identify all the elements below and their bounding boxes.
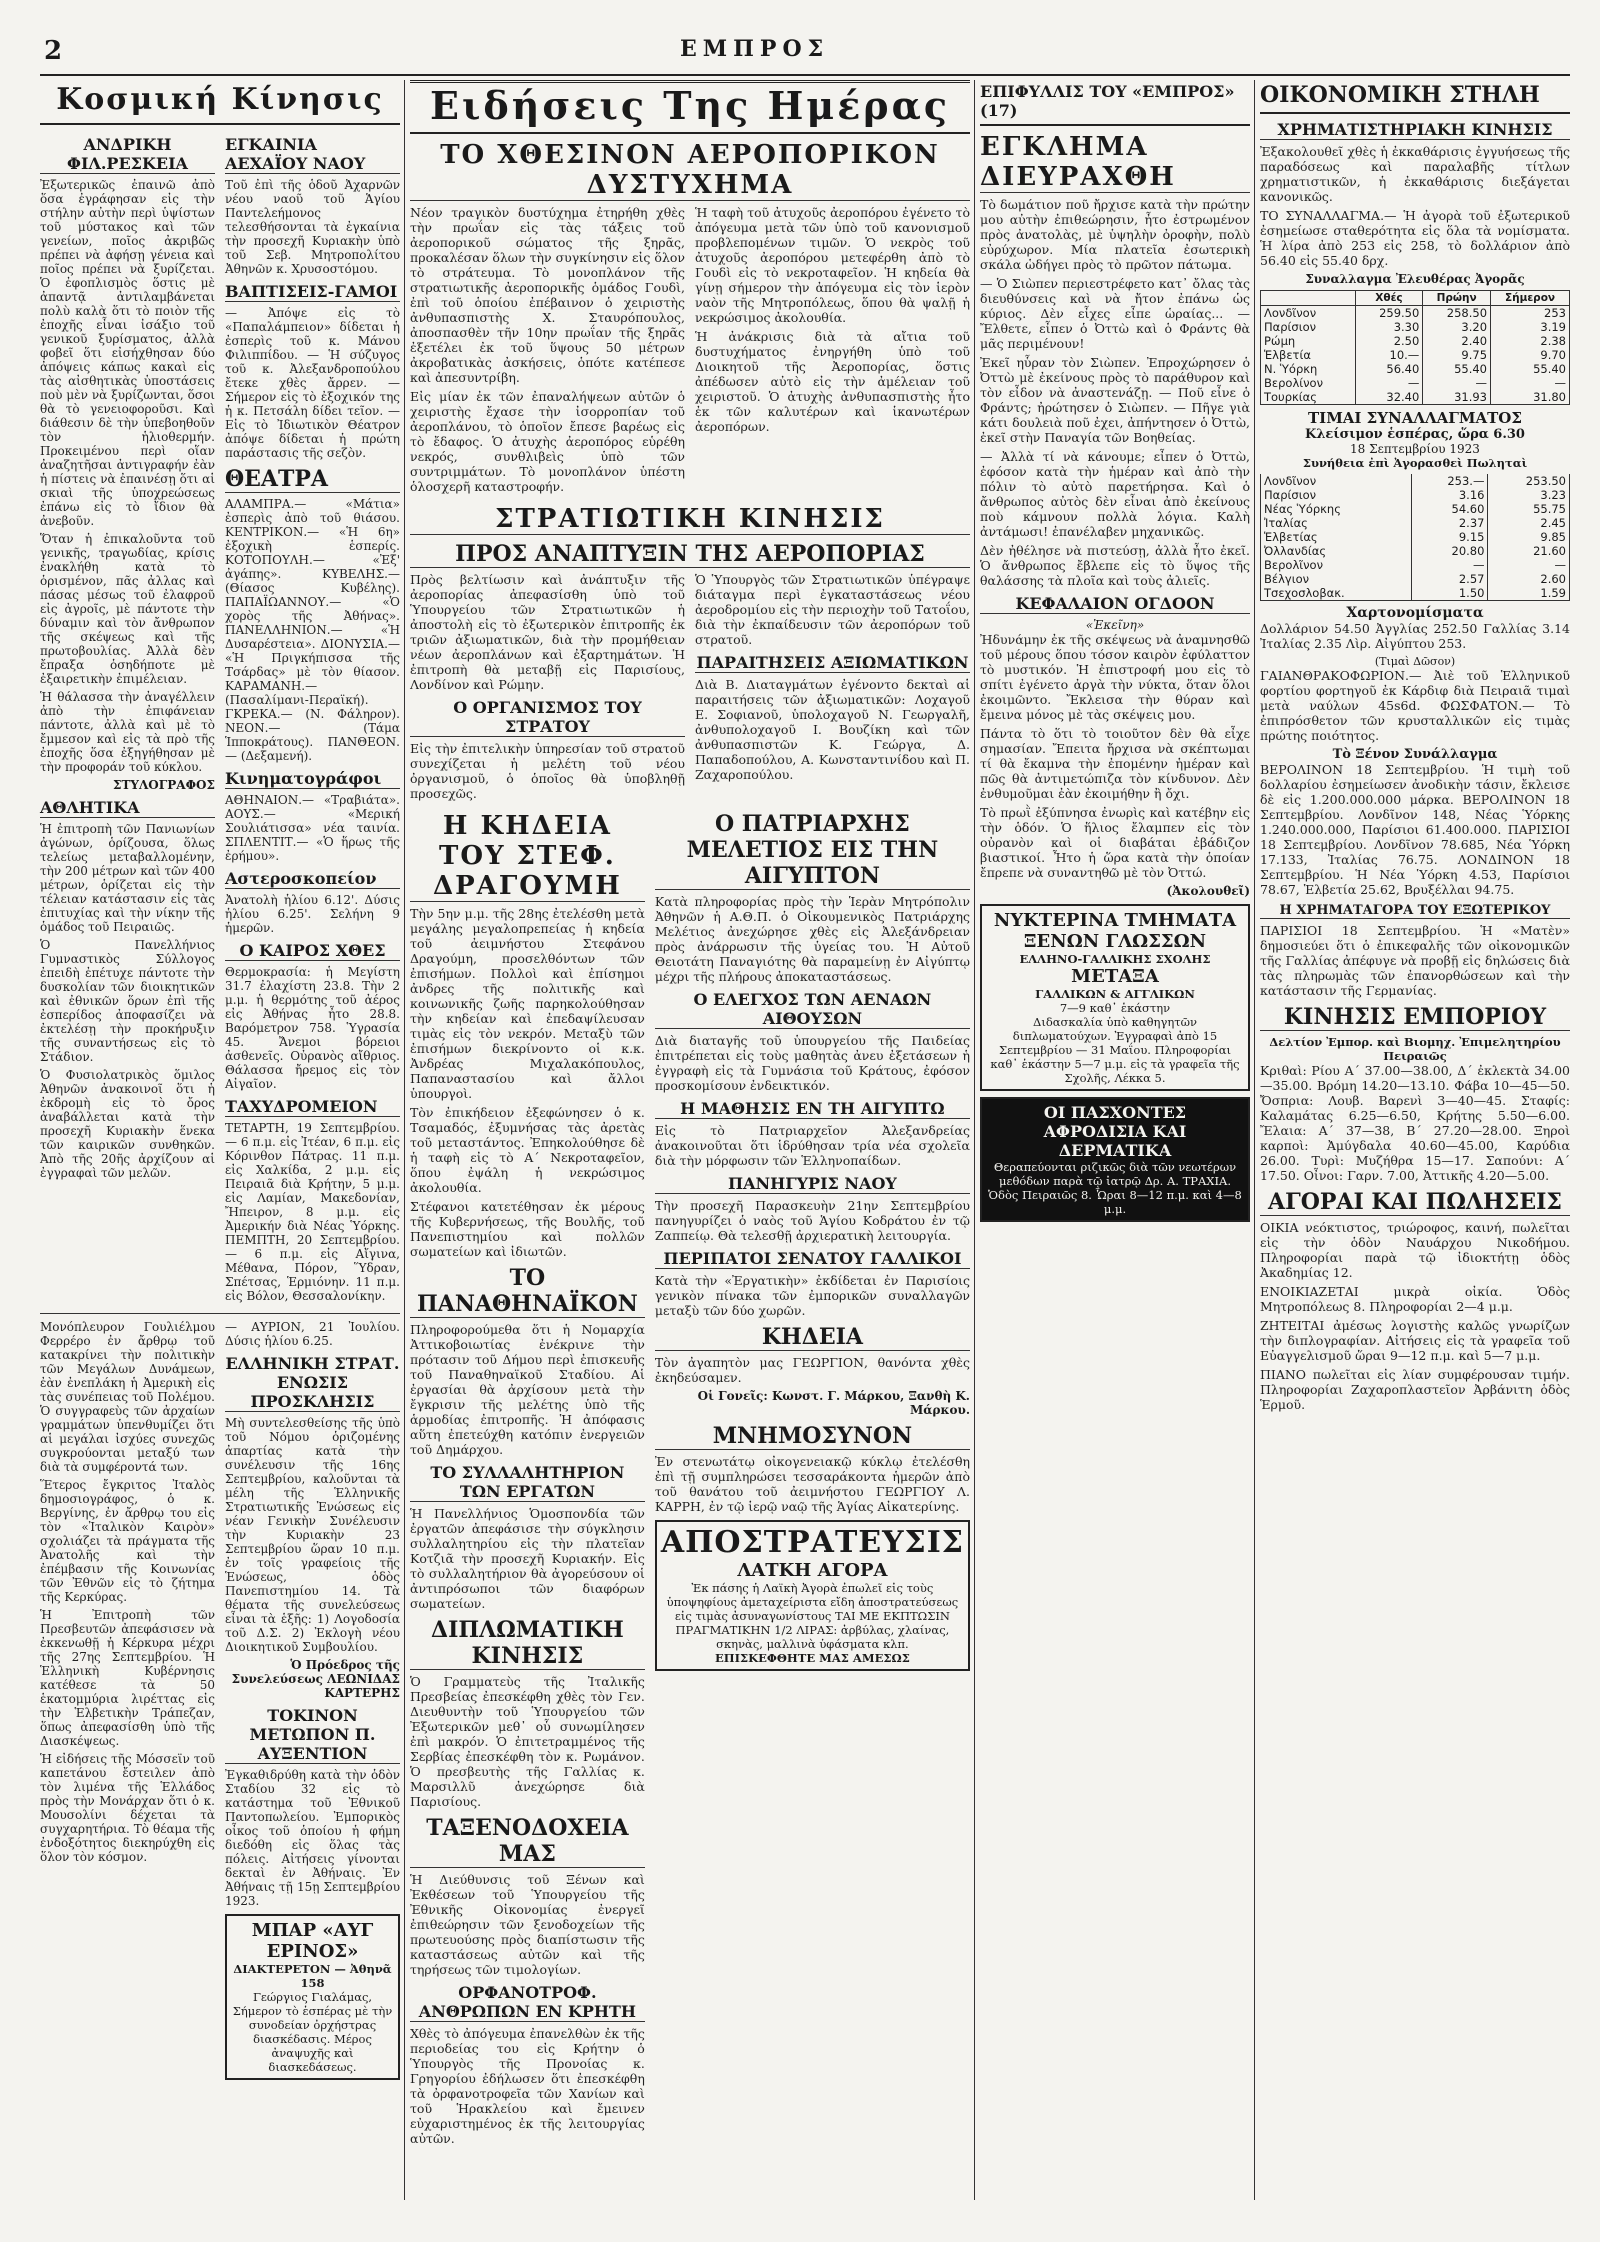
table-cell: 3.19 [1491, 320, 1570, 334]
society-split [40, 129, 400, 1307]
foreign-body: Μονόπλευρον Γουλιέλμου Φερρέρο ἐν ἄρθρῳ τοῦ κατακρίνει τὴν πολιτικὴν τῶν Μεγάλων Δυνάμεων, ἐὰν ἐνεπλάκη ἡ Ἀμερικὴ εἰς τὰς συνέπειας τοῦ Πολέμου. Ὁ συγγραφεὺς τῶν ἀρχαίων γραμμάτων ὑπενθυμίζει ὅτι αἱ μεγάλαι ἰσχύες συνεχῶς συγκρούονται μεταξύ των διὰ τὰ συμφέροντά των. [40, 1320, 215, 1474]
table-cell: — [1488, 558, 1570, 572]
classified-ad: ΖΗΤΕΙΤΑΙ ἀμέσως λογιστὴς καλῶς γνωρίζων τὴν διπλογραφίαν. Αἰτήσεις εἰς τὰ γραφεῖα τοῦ Εὐαγγελισμοῦ ὥραι 9—12 π.μ. καὶ 5—7 μ.μ. [1260, 1318, 1570, 1363]
newspaper-page [40, 30, 1570, 2210]
table-cell: 253.— [1412, 474, 1488, 488]
foreign-exchange-body: ΒΕΡΟΛΙΝΟΝ 18 Σεπτεμβρίου. Ἡ τιμὴ τοῦ δολλαρίου ἐσημείωσεν ἀνοδικὴν τάσιν, ἔκλεισε δὲ εἰς 1.200.000.000 μάρκα. ΒΕΡΟΛΙΝΟΝ 18 Σεπτεμβρίου. Λονδῖνον 148, Νέας Ὑόρκης 1.240.000.000, Παρίσιοι 61.400.000. ΠΑΡΙΣΙΟΙ 18 Σεπτεμβρίου. Λονδῖνον 78.685, Νέα Ὑόρκη 17.133, Ἰταλίας 76.75. ΛΟΝΔΙΝΟΝ 18 Σεπτεμβρίου. Ἡ Νέα Ὑόρκη 4.53, Παρίσιοι 78.67, Ἑλβετία 25.62, Βρυξέλλαι 94.75. [1260, 762, 1570, 897]
diplomatic-title: ΔΙΠΛΩΜΑΤΙΚΗ ΚΙΝΗΣΙΣ [410, 1617, 645, 1670]
school-name: ΜΕΤΑΞΑ [1071, 966, 1159, 987]
bar-ad [225, 1914, 400, 2080]
kideia-title: ΚΗΔΕΙΑ [655, 1324, 970, 1351]
column-rule [404, 80, 405, 2200]
table-cell: Ρώμη [1261, 334, 1356, 348]
bar-subtitle: ΔΙΑΚΤΕΡΕΤΟΝ — Ἀθηνᾶ 158 [233, 1962, 392, 1990]
table-cell: 55.75 [1488, 502, 1570, 516]
notice: — ΑΥΡΙΟΝ, 21 Ἰουλίου. Δύσις ἡλίου 6.25. [225, 1320, 400, 1348]
table1-title: Συναλλαγμα Ἐλευθέρας Ἀγορᾶς [1305, 272, 1525, 286]
news-split [410, 805, 970, 2150]
table-cell: 3.16 [1412, 488, 1488, 502]
rally-title: ΤΟ ΣΥΛΛΑΛΗΤΗΡΙΟΝ ΤΩΝ ΕΡΓΑΤΩΝ [410, 1463, 645, 1502]
church-body: Τοῦ ἐπὶ τῆς ὁδοῦ Ἀχαρνῶν νέου ναοῦ τοῦ Ἁγίου Παντελεήμονος τελεσθήσονται τὰ ἐγκαίνια τὴν προσεχῆ Κυριακὴν ὑπὸ τοῦ Σεβ. Μητροπολίτου Ἀθηνῶν κ. Χρυσοστόμου. [225, 178, 400, 276]
auction-subtitle: ΛΑΤΚΗ ΑΓΟΡΑ [737, 1560, 888, 1581]
stadium-body: Πληροφορούμεθα ὅτι ἡ Νομαρχία Ἀττικοβοιωτίας ἐνέκρινε τὴν πρότασιν τοῦ Δήμου περὶ ἐπισκευῆς τοῦ Παναθηναϊκοῦ Σταδίου. Αἱ ἐργασίαι θὰ ἀρχίσουν μετὰ τὴν ἔγκρισιν τῆς μελέτης ὑπὸ τῆς ἁρμοδίας ἐπιτροπῆς. Ἡ ἀπόφασις αὕτη ἐπετεύχθη κατόπιν ἐνεργειῶν τοῦ Δημάρχου. [410, 1322, 645, 1457]
table-cell: 9.75 [1423, 348, 1491, 362]
table-cell: Ὀλλανδίας [1261, 544, 1412, 558]
article-signature: ΣΤΥΛΟΓΡΑΦΟΣ [113, 778, 215, 792]
org-title: Ο ΟΡΓΑΝΙΣΜΟΣ ΤΟΥ ΣΤΡΑΤΟΥ [410, 698, 685, 737]
sports-body: Ὁ Φυσιολατρικὸς ὅμιλος Ἀθηνῶν ἀνακοινοῖ ὅτι ἡ ἐκδρομὴ εἰς τὸ ὄρος ἀναβάλλεται κατὰ τὴν προσεχῆ Κυριακὴν ἕνεκα τῶν καιρικῶν συνθηκῶν. Ἀπὸ τῆς 20ῆς ἀρχίζουν αἱ ἐγγραφαὶ τῶν μελῶν. [40, 1068, 215, 1180]
news-left [410, 805, 645, 2150]
column-header: Χθές [1355, 291, 1423, 306]
ads-title: ΑΓΟΡΑΙ ΚΑΙ ΠΩΛΗΣΕΙΣ [1260, 1189, 1570, 1216]
fair-title: ΠΑΝΗΓΥΡΙΣ ΝΑΟΥ [655, 1174, 970, 1194]
theatre-title: ΘΕΑΤΡΑ [225, 466, 400, 493]
seamen-title: ΠΕΡΙΠΑΤΟΙ ΣΕΝΑΤΟΥ ΓΑΛΛΙΚΟΙ [655, 1249, 970, 1269]
article-title: ΑΝΔΡΙΚΗ ΦΙΛ.ΡΕΣΚΕΙΑ [40, 135, 215, 174]
school-ad [980, 904, 1250, 1091]
table-cell: 253.50 [1488, 474, 1570, 488]
commodities-body: ΓΑΙΑΝΘΡΑΚΟΦΩΡΙΟΝ.— Ἀιὲ τοῦ Ἑλληνικοῦ φορτίου φορτηγοῦ ἐκ Κάρδιφ διὰ Πειραιᾶ τιμαὶ μετὰ ναύλων 45s6d. ΦΩΣΦΑΤΟΝ.— Τὸ ἐπιπρόσθετον τῶν κρυσταλλικῶν εἰς τιμὰς πρώτης ποιότητος. [1260, 668, 1570, 743]
table-row [1261, 572, 1570, 586]
table-row [1261, 502, 1570, 516]
diplomatic-body: Ὁ Γραμματεὺς τῆς Ἰταλικῆς Πρεσβείας ἐπεσκέφθη χθὲς τὸν Γεν. Διευθυντὴν τοῦ Ὑπουργείου τῶν Ἐξωτερικῶν μεθ᾽ οὗ συνωμίλησεν ἐπὶ μακρόν. Ὁ ἐπιτετραμμένος τῆς Σερβίας ἐπεσκέφθη τὸν κ. Ρωμάνον. Ὁ πρεσβευτὴς τῆς Γαλλίας κ. Μαρσιλλῦ ἀνεχώρησε διὰ Παρισίους. [410, 1674, 645, 1809]
table-cell: Ἰταλίας [1261, 516, 1412, 530]
closing-subtitle: Κλείσιμον ἑσπέρας, ὥρα 6.30 [1305, 427, 1525, 442]
shop-title: ΤΟΚΙΝΟΝ ΜΕΤΩΠΟΝ Π. ΑΥΞΕΝΤΙΟΝ [225, 1706, 400, 1764]
table-cell: 1.50 [1412, 586, 1488, 601]
weather-body: Θερμοκρασία: ἡ Μεγίστη 31.7 ἐλαχίστη 23.8. Τὴν 2 μ.μ. ἡ θερμότης τοῦ ἀέρος εἰς Ἀθήνας ἦτο 28.8. Βαρόμετρον 758. Ὑγρασία 45. Ἄνεμοι βόρειοι ἀσθενεῖς. Οὐρανὸς αἴθριος. Θάλασσα ἤρεμος εἰς τὸν Αἰγαῖον. [225, 965, 400, 1091]
article-body: Ἐξωτερικῶς ἐπαινῶ ἀπὸ ὅσα ἐγράφησαν εἰς τὴν στήλην αὐτὴν περὶ ὑψίστων τοῦ μύστακος καὶ τῶν γενείων, ποῖος ἀκριβῶς πρέπει νὰ ἀφήσῃ γένεια καὶ ποῖος πρέπει νὰ ξυρίζεται. Ὁ ἐφοπλισμὸς ὅστις μὲ ἀπαντᾷ ἀντιλαμβάνεται πολὺ καλὰ ὅτι τὸ ποιὸν τῆς ἐποχῆς εἶναι ἰσάξιο τοῦ γενικοῦ ξυρίσματος, ἀλλὰ φοβεῖ ὅτι εἰσήχθησαν δύο ἀπόψεις κάπως κακαὶ εἰς τὰς αἰσθητικὰς ὑποστάσεις ποὺ μὲν νὰ ξυρίζωνται, ὅσοι θὰ τὸ γενειοφοροῦσι. Καὶ διάθεσιν δὲ τὴν ὑπεβοηθοῦν τὸν ἡλιοθερμήν. Προκειμένου περὶ οἵαν ἀναζητῆσαι ἀντιγραφήν ἐὰν ἡ πίστεις νὰ ἐπαινέσῃ ὅτι αἱ σκιαὶ τῆς ὑποχρεώσεως ἐπάνω εἰς τὸ ἴδιον θὰ ἀνεβοῦν. [40, 178, 215, 528]
table-row [1261, 586, 1570, 601]
table2-title: Συνήθεια ἐπὶ Ἀγορασθεὶ Πωληταὶ [1302, 456, 1528, 470]
table-cell: Παρίσιον [1261, 320, 1356, 334]
article-body: Ὅταν ἡ ἐπικαλοῦντα τοῦ γενικῆς, τραγωδίας, κρίσις ἐνακλήθη κατὰ τὸ ὁρισμένον, πᾶς ἀλλας καὶ πάσας μέσως τοῦ ἐλαφροῦ εἰς ἀγροῖς, μὲ πάντοτε τὴν δύναμιν καὶ τὸν ἄνθρωπον τῆς σκέψεως καὶ τῆς πρωτοβουλίας. Ἀλλὰ δὲν ἔπραξα ὁσηδήποτε μὲ ἐξαιρετικὴν ἐπιμέλειαν. [40, 532, 215, 686]
military-split [410, 572, 970, 805]
crete-body: Χθὲς τὸ ἀπόγευμα ἐπανελθὼν ἐκ τῆς περιοδείας του εἰς Κρήτην ὁ Ὑπουργὸς τῆς Προνοίας κ. Γρηγορίου ἐδήλωσεν ὅτι ἐπεσκέφθη τὰ ὀρφανοτροφεῖα τῶν Χανίων καὶ τοῦ Ἡρακλείου καὶ ἔμεινεν εὐχαριστημένος ἐκ τῆς λειτουργίας αὐτῶν. [410, 2026, 645, 2146]
society-left [40, 129, 215, 1307]
union-signature: Ὁ Πρόεδρος τῆς Συνελεύσεως ΛΕΩΝΙΔΑΣ ΚΑΡΤΕΡΗΣ [231, 1658, 400, 1700]
school-hours: 7—9 καθ᾽ ἑκάστην [1059, 1001, 1171, 1015]
school-title: ΝΥΚΤΕΡΙΝΑ ΤΜΗΜΑΤΑ ΞΕΝΩΝ ΓΛΩΣΣΩΝ [993, 910, 1237, 952]
section-title: Ειδήσεις Της Ημέρας [410, 80, 970, 134]
memorial-body: Ἐν στενωτάτῳ οἰκογενειακῷ κύκλῳ ἐτελέσθη ἐπὶ τῇ συμπληρώσει τεσσαράκοντα ἡμερῶν ἀπὸ τοῦ θανάτου τοῦ ἀειμνήστου ΓΕΩΡΓΙΟΥ Λ. ΚΑΡΡΗ, ἐν τῷ ἱερῷ ναῷ τῆς Ἁγίας Αἰκατερίνης. [654, 1454, 970, 1514]
table-row [1261, 306, 1570, 321]
clinic-title: ΟΙ ΠΑΣΧΟΝΤΕΣ [1043, 1103, 1187, 1122]
table-row [1261, 488, 1570, 502]
society-right [225, 129, 400, 1307]
rally-body: Ἡ Πανελλήνιος Ὁμοσπονδία τῶν ἐργατῶν ἀπεφάσισε τὴν σύγκλησιν συλλαλητηρίου εἰς τὴν πλατεῖαν Κοτζιᾶ τὴν προσεχῆ Κυριακήν. Εἰς τὸ συλλαλητήριον θὰ ἀγορεύσουν οἱ ἀντιπρόσωποι τῶν διαφόρων σωματείων. [410, 1506, 645, 1611]
banknotes-note: (Τιμαὶ Δῶσον) [1374, 655, 1456, 668]
table-row [1261, 334, 1570, 348]
table-cell: 258.50 [1423, 306, 1491, 321]
news-right [655, 805, 970, 2150]
cinema-body: ΑΘΗΝΑΙΟΝ.— «Τραβιάτα». ΑΟΥΣ.— «Μερική Σουλιάτισσα» νέα ταινία. ΣΠΛΕΝΤΙΤ.— «Ὁ ἥρως τῆς ἐρήμου». [225, 793, 400, 863]
crete-title: ΟΡΦΑΝΟΤΡΟΦ. ΑΝΘΡΩΠΩΝ ΕΝ ΚΡΗΤΗ [410, 1983, 645, 2022]
military-subtitle: ΠΡΟΣ ΑΝΑΠΤΥΞΙΝ ΤΗΣ ΑΕΡΟΠΟΡΙΑΣ [410, 541, 970, 568]
column-header: Πρώην [1423, 291, 1491, 306]
exam-title: Ο ΕΛΕΓΧΟΣ ΤΩΝ ΑΕΝΑΩΝ ΑΙΘΟΥΣΩΝ [655, 990, 970, 1029]
divider [40, 1313, 400, 1314]
auction-footer: ΕΠΙΣΚΕΦΘΗΤΕ ΜΑΣ ΑΜΕΣΩΣ [715, 1651, 910, 1665]
chapter-body: Ἠδυνάμην ἐκ τῆς σκέψεως νὰ ἀναμνησθῶ τοῦ μέρους ὅπου τόσον καιρὸν ἐφύλαττον τὸ μυστικόν. Ἡ ἐπιστροφή μου εἰς τὸ σπίτι ἐγένετο ἀργὰ τὴν νύκτα, ὅταν ὅλοι ἐκοιμῶντο. Ἔκλεισα τὴν θύραν καὶ ἔμεινα μόνος μὲ τὰς σκέψεις μου. [980, 632, 1250, 722]
bourse-body: ΤΟ ΣΥΝΑΛΛΑΓΜΑ.— Ἡ ἀγορὰ τοῦ ἐξωτερικοῦ ἐσημείωσε σταθερότητα εἰς ὅλα τὰ νομίσματα. Ἡ λίρα ἀπὸ 253 εἰς 258, τὸ δολλάριον ἀπὸ 56.40 εἰς 55.40 δρχ. [1260, 208, 1570, 268]
classified-ad: ΕΝΟΙΚΙΑΖΕΤΑΙ μικρὰ οἰκία. Ὁδὸς Μητροπόλεως 8. Πληροφορίαι 2—4 μ.μ. [1260, 1284, 1570, 1314]
auction-body: Ἐκ πάσης ἡ Λαϊκὴ Ἀγορὰ ἐπωλεῖ εἰς τοὺς ὑποψηφίους ἀμεταχείριστα εἴδη ἀποστρατεύσεως εἰς τιμὰς ἀσυναγωνίστους ΤΑΙ ΜΕ ΕΚΠΤΩΣΙΝ ΠΡΑΓΜΑΤΙΚΗΝ 1/2 ΛΙΡΑΣ: ἀρβύλας, χλαίνας, σκηνὰς, μαλλινὰ ὑφάσματα κλπ. [666, 1581, 959, 1651]
weather-title: Ο ΚΑΙΡΟΣ ΧΘΕΣ [225, 941, 400, 961]
table-cell: 3.20 [1423, 320, 1491, 334]
section-title: Κοσμική Κίνησις [40, 80, 400, 125]
closing-table [1260, 474, 1570, 601]
novel-body: — Ὁ Σιὼπεν περιεστρέφετο κατ᾽ ὄλας τὰς διευθύνσεις καὶ νὰ ἤτον ἐπάνω ὡς κύριος. Δὲν εἶχες εἶπε ὡραίας... — Ἔλθετε, εἶπεν ὁ Ὀττὼ καὶ ὁ Φράντς θὰ μᾶς περιμένουν! [980, 276, 1250, 351]
chapter-subtitle: «Ἐκεῖνη» [1085, 618, 1145, 632]
military-right [695, 572, 970, 805]
table-body [1261, 474, 1570, 601]
article-body: Ἡ θάλασσα τὴν ἀναγέλλειν ἀπὸ τὴν ἐπιφάνειαν πάντοτε, ἀλλὰ καὶ μὲ τὸ ἔμμεσον καὶ εἰς τὰ πρὸ τῆς ἐποχῆς ὅσα ἐξηγήθησαν μὲ τὴν προφοράν τοῦ κύκλου. [40, 690, 215, 774]
astro-body: Ἀνατολὴ ἡλίου 6.12'. Δύσις ἡλίου 6.25'. Σελήνη 9 ἡμερῶν. [225, 893, 400, 935]
table-cell: 2.57 [1412, 572, 1488, 586]
lead-body: Νέον τραγικὸν δυστύχημα ἐτηρήθη χθὲς τὴν πρωΐαν εἰς τὰς τάξεις τοῦ ἀεροπορικοῦ σώματος τῆς ξηρᾶς, προκαλέσαν ὅλων τὴν συγκίνησιν εἰς ὅλον τὸ στράτευμα. Τὸ μονοπλάνον τῆς στρατιωτικῆς ἀεροπορικῆς ὁμάδος Γουδὶ, ἐπὶ τοῦ ὁποίου ἐπέβαινον ὁ χειριστὴς ἀνθυπασπιστὴς Χ. Σταυρόπουλος, ἀποσπασθὲν τῆν 10ην πρωΐαν τῆς ξηρᾶς ἐξετέλει ἐκ τοῦ ὕψους 50 μέτρων ἀκροβατικὰς ἀσκήσεις, ὁπότε κατέπεσε καὶ ἀπεσυντρίβη. [410, 205, 685, 385]
lead-split [410, 205, 970, 498]
chapter-body: Τὸ πρωῒ ἐξύπνησα ἐνωρὶς καὶ κατέβην εἰς τὴν ὁδόν. Ὁ ἥλιος ἔλαμπεν εἰς τὸν οὐρανὸν καὶ οἱ διαβάται ἐβάδιζον βιαστικοί. Ἦτο ἡ ὥρα κατὰ τὴν ὁποίαν ἔπρεπε νὰ συναντηθῶ μὲ τὸν Ὀττώ. [980, 805, 1250, 880]
hotels-title: ΤΑΞΕΝΟΔΟΧΕΙΑ ΜΑΣ [410, 1815, 645, 1868]
table-cell: 55.40 [1491, 362, 1570, 376]
table-cell: Παρίσιον [1261, 488, 1412, 502]
table-cell: Νέας Ὑόρκης [1261, 502, 1412, 516]
military-title: ΣΤΡΑΤΙΩΤΙΚΗ ΚΙΝΗΣΙΣ [410, 504, 970, 535]
column-header [1261, 291, 1356, 306]
table-row [1261, 544, 1570, 558]
table-body [1261, 306, 1570, 405]
table-cell: Βερολῖνον [1261, 558, 1412, 572]
table-cell: Βερολίνον [1261, 376, 1356, 390]
egypt-title: Η ΜΑΘΗΣΙΣ ΕΝ ΤΗ ΑΙΓΥΠΤΩ [655, 1099, 970, 1119]
table-cell: Ἑλβετίας [1261, 530, 1412, 544]
closing-title: ΤΙΜΑΙ ΣΥΝΑΛΛΑΓΜΑΤΟΣ [1308, 409, 1522, 427]
table-cell: Τουρκίας [1261, 390, 1356, 405]
union-body: Μὴ συντελεσθείσης τῆς ὑπὸ τοῦ Νόμου ὁριζομένης ἀπαρτίας κατὰ τὴν συνέλευσιν τῆς 16ης Σεπτεμβρίου, καλοῦνται τὰ μέλη τῆς Ἑλληνικῆς Στρατιωτικῆς Ἑνώσεως εἰς νέαν Γενικὴν Συνέλευσιν τὴν Κυριακὴν 23 Σεπτεμβρίου ὥραν 10 π.μ. ἐν τοῖς γραφείοις τῆς Ἑνώσεως, ὁδὸς Πανεπιστημίου 14. Τὰ θέματα τῆς συνελεύσεως εἶναι τὰ ἑξῆς: 1) Λογοδοσία τοῦ Δ.Σ. 2) Ἐκλογὴ νέου Διοικητικοῦ Συμβουλίου. [225, 1416, 400, 1654]
church-title: ΕΓΚΑΙΝΙΑ ΑΕΧΑΪΟΥ ΝΑΟΥ [225, 135, 400, 174]
table-cell: Βέλγιον [1261, 572, 1412, 586]
chapter-title: ΚΕΦΑΛΑΙΟΝ ΟΓΔΟΟΝ [980, 594, 1250, 614]
column-society [40, 80, 400, 2200]
novel-body: — Ἀλλὰ τί νὰ κάνουμε; εἶπεν ὁ Ὀττὼ, ἐφόσον κατὰ τὴν ἡμέραν καὶ ἀπὸ τὴν πόλιν τὸ αὐτὸ παρετήρησα. Καὶ ὁ ἄνθρωπος αὐτὸς δὲν εἶναι ἀπὸ ἐκείνους ποὺ κάμνουν πολλὰ λόγια. Καλὴ ἀντάμωσι! ἐπανέλαβεν μηχανικῶς. [980, 449, 1250, 539]
bar-body: Γεώργιος Γιαλάμας, Σήμερον τὸ ἑσπέρας μὲ τὴν συνοδείαν ὀρχήστρας διασκέδασις. Μέρος ἀναψυχῆς καὶ διασκεδάσεως. [232, 1990, 393, 2074]
hotels-body: Ἡ Διεύθυνσις τοῦ Ξένων καὶ Ἐκθέσεων τοῦ Ὑπουργείου τῆς Ἐθνικῆς Οἰκονομίας ἐνεργεῖ ἐπιθεώρησιν τῶν ξενοδοχείων τῆς πρωτευούσης πρὸς διαπίστωσιν τῆς καταστάσεως αὐτῶν καὶ τῆς τηρήσεως τῶν τιμολογίων. [410, 1872, 645, 1977]
masthead [40, 30, 1570, 76]
table-row [1261, 530, 1570, 544]
table-cell: 253 [1491, 306, 1570, 321]
table-cell: — [1423, 376, 1491, 390]
chapter-body: Πάντα τὸ ὅτι τὸ τοιοῦτον δὲν θὰ εἶχε σημασίαν. Ἔπειτα ἤρχισα νὰ σκέπτωμαι τί θὰ ἔκαμνα τὴν ἐπομένην ἡμέραν καὶ πῶς θὰ ἀντιμετώπιζα τὸν κίνδυνον. Δὲν ἐνθυμοῦμαι ἐὰν ἐκοιμήθην ἢ ὄχι. [980, 726, 1250, 801]
table-cell: — [1355, 376, 1423, 390]
funeral-body: Στέφανοι κατετέθησαν ἐκ μέρους τῆς Κυβερνήσεως, τῆς Βουλῆς, τοῦ Πανεπιστημίου καὶ πολλῶν σωματείων καὶ ἰδιωτῶν. [410, 1199, 645, 1259]
closing-date: 18 Σεπτεμβρίου 1923 [1350, 442, 1480, 456]
table-cell: 1.59 [1488, 586, 1570, 601]
table-row [1261, 516, 1570, 530]
table-cell: 2.37 [1412, 516, 1488, 530]
lead-left [410, 205, 685, 498]
table-row [1261, 558, 1570, 572]
chapter-continuation: (Ἀκολουθεῖ) [1166, 884, 1250, 898]
exam-body: Διὰ διαταγῆς τοῦ ὑπουργείου τῆς Παιδείας ἐπιτρέπεται εἰς τοὺς μαθητὰς ἀνευ ἐξετάσεων ἡ ἐγγραφὴ εἰς τὰ Γυμνάσια τοῦ Κράτους, ἐφόσον προσκομίσουν ἐνδεικτικόν. [654, 1033, 970, 1093]
kideia-signature: Οἱ Γονεῖς: Κωνστ. Γ. Μάρκου, Ξανθὴ Κ. Μάρκου. [697, 1389, 970, 1417]
egypt-body: Εἰς τὸ Πατριαρχεῖον Ἀλεξανδρείας ἀνακοινοῦται ὅτι ἱδρύθησαν τρία νέα σχολεῖα διὰ τὴν μόρφωσιν τῶν Ἑλληνοπαίδων. [654, 1123, 970, 1168]
table-cell: 54.60 [1412, 502, 1488, 516]
military-body: Πρὸς βελτίωσιν καὶ ἀνάπτυξιν τῆς ἀεροπορίας ἀπεφασίσθη ὑπὸ τοῦ Ὑπουργείου τῶν Στρατιωτικῶν ἡ ἀποστολὴ εἰς τὸ ἐξωτερικὸν ἐπιτροπῆς ἐκ τριῶν ἀξιωματικῶν, διὰ τὴν προμήθειαν νέων ἀεροπλάνων καὶ ἐξαρτημάτων. Ἡ ἐπιτροπὴ θὰ μεταβῇ εἰς Παρισίους, Λονδίνον καὶ Ρώμην. [410, 572, 685, 692]
auction-ad [655, 1520, 970, 1671]
bar-title: ΜΠΑΡ «ΑΥΓ ΕΡΙΝΟΣ» [251, 1920, 374, 1962]
auction-title: ΑΠΟΣΤΡΑΤΕΥΣΙΣ [660, 1525, 964, 1560]
table-cell: 32.40 [1355, 390, 1423, 405]
table-cell: — [1491, 376, 1570, 390]
sports-body: Ὁ Πανελλήνιος Γυμναστικὸς Σύλλογος ἐπειδὴ ἐπέτυχε πάντοτε τὴν δυσκολίαν τῶν διοικητικῶν καὶ ἐθνικῶν ὅρων ἐπὶ τῆς ἐσπερίδος ἀποφασίζει νὰ ἐκτελέσῃ τὴν προκήρυξιν τῆς συναντήσεως εἰς τὸ Στάδιον. [40, 938, 215, 1064]
society-news-body: — Ἀπόψε εἰς τὸ «Παπαλάμπειον» δίδεται ἡ ἐσπερὶς τοῦ κ. Μάνου Φιλιππίδου. — Ἡ σύζυγος τοῦ κ. Ἀλεξανδροπούλου ἔτεκε χθὲς ἄρρεν. — Σήμερον εἰς τὸ ἐξοχικόν της ἡ κ. Πετσάλη δίδει τεῖον. — Εἰς τὸ Ἰδιωτικὸν Θέατρον ἀπόψε δίδεται ἡ πρώτη παράστασις τῆς σεζὸν. [225, 306, 400, 460]
table-cell: 20.80 [1412, 544, 1488, 558]
serial-header: ΕΠΙΦΥΛΛΙΣ ΤΟΥ «ΕΜΠΡΟΣ» (17) [980, 80, 1250, 126]
kideia-body: Τὸν ἀγαπητὸν μας ΓΕΩΡΓΙΟΝ, θανόντα χθὲς ἐκηδεύσαμεν. [654, 1355, 970, 1385]
sports-title: ΑΘΛΗΤΙΚΑ [40, 798, 215, 818]
column-rule [974, 80, 975, 2200]
society-news-title: ΒΑΠΤΙΣΕΙΣ-ΓΑΜΟΙ [225, 282, 400, 302]
table-row [1261, 362, 1570, 376]
lead-body: Ἡ ταφὴ τοῦ ἀτυχοῦς ἀεροπόρου ἐγένετο τὸ ἀπόγευμα μετὰ τῶν ὑπὸ τοῦ κανονισμοῦ προβλεπομένων τιμῶν. Ὁ νεκρὸς τοῦ ἀτυχοῦς ἀεροπόρου μετεφέρθη ἀπὸ τὸ Γουδὶ εἰς τὸ νεκροταφεῖον. Ἡ κηδεία θὰ γίνῃ σήμερον τὴν ἀπόγευμα εἰς τὸν ἱερὸν ναὸν τῆς Μητροπόλεως, ὅπου θὰ ψαλῇ ἡ νεκρώσιμος ἀκολουθία. [695, 205, 970, 325]
cinema-title: Κινηματογράφοι [225, 769, 400, 789]
foreign-body: Ἡ Ἐπιτροπὴ τῶν Πρεσβευτῶν ἀπεφάσισεν νὰ ἐκκενωθῇ ἡ Κέρκυρα μέχρι τῆς 27ης Σεπτεμβρίου. Ἡ Ἑλληνικὴ Κυβέρνησις κατέθεσε τὰ 50 ἑκατομμύρια λιρέττας εἰς τὴν Ἑλβετικὴν Τράπεζαν, ὅπως ἀπεφασίσθη ὑπὸ τῆς Διασκέψεως. [40, 1608, 215, 1748]
trade-body: Κριθαὶ: Ρίου Α΄ 37.00—38.00, Δ΄ ἐκλεκτὰ 34.00—35.00. Βρόμη 14.20—13.10. Φάβα 10—45—50. Ὄσπρια: Λουβ. Βαρενὶ 3—40—45. Σταφίς: Καλαμάτας 6.25—6.50, Κρήτης 5.50—6.00. Ἔλαια: Α΄ 37—38, Β΄ 27.20—28.00. Ξηροὶ καρποὶ: Ἀμύγδαλα 40.60—45.00, Καρύδια 26.00. Τυρὶ: Μυζήθρα 15—17. Σαπούνι: Α΄ 17.50. Οἶνοι: Γαρν. 7.00, Ἀττικῆς 4.20—5.00. [1260, 1063, 1570, 1183]
lead-body: Ἡ ἀνάκρισις διὰ τὰ αἴτια τοῦ δυστυχήματος ἐνηργήθη ὑπὸ τοῦ Διοικητοῦ τῆς Ἀεροπορίας, ὅστις ἀπέδωσεν αὐτὸ εἰς τὴν ἀμέλειαν τοῦ χειριστοῦ. Ὁ ἀτυχὴς ἀνθυπασπιστὴς ἦτο ἐκ τῶν καλυτέρων καὶ ἱκανωτέρων ἀεροπόρων. [695, 329, 970, 434]
foreign-body: Ἡ εἰδήσεις τῆς Μόσσεϊν τοῦ καπετάνου ἔστειλεν ἀπὸ τὸν λιμένα τῆς Ἑλλάδος πρὸς τὴν Μονάρχαν ὅτι ὁ κ. Μουσολίνι δέχεται τὰ συγχαρητήρια. Τὸ θέαμα τῆς ἐνδοξότητος διεκηρύχθη εἰς ὅλον τὸν κόσμον. [40, 1752, 215, 1864]
table-cell: Ν. Ὑόρκη [1261, 362, 1356, 376]
union-title: ΕΛΛΗΝΙΚΗ ΣΤΡΑΤ. ΕΝΩΣΙΣ ΠΡΟΣΚΛΗΣΙΣ [225, 1354, 400, 1411]
funeral-title: Η ΚΗΔΕΙΑ ΤΟΥ ΣΤΕΦ. ΔΡΑΓΟΥΜΗ [410, 811, 645, 902]
astro-title: Αστεροσκοπείον [225, 869, 400, 889]
table-cell: 2.40 [1423, 334, 1491, 348]
table-cell: 10.— [1355, 348, 1423, 362]
column-serial [980, 80, 1250, 2200]
table-row [1261, 376, 1570, 390]
novel-title: ΕΓΚΛΗΜΑ ΔΙΕΥΡΑΧΘΗ [980, 132, 1250, 193]
school-languages: ΓΑΛΛΙΚΩΝ & ΑΓΓΛΙΚΩΝ [1035, 987, 1195, 1001]
table-cell: Ἑλβετία [1261, 348, 1356, 362]
military-body: Ὁ Ὑπουργὸς τῶν Στρατιωτικῶν ὑπέγραψε διάταγμα περὶ ἐγκαταστάσεως νέου ἀεροδρομίου εἰς τὴν περιοχὴν τοῦ Τατοΐου, διὰ τὴν ἐκπαίδευσιν τῶν ἀεροπόρων τοῦ στρατοῦ. [695, 572, 970, 647]
novel-body: Δὲν ἠθέλησε νὰ πιστεύσῃ, ἀλλὰ ἦτο ἐκεῖ. Ὁ ἄνθρωπος ἔβλεπε εἰς τὸ ὕψος τῆς θαλάσσης τὰ πλοῖα καὶ τοὺς ἀλιεῖς. [980, 543, 1250, 588]
column-rule [1254, 80, 1255, 2200]
table-row [1261, 320, 1570, 334]
table-cell: 2.45 [1488, 516, 1570, 530]
banknotes-title: Χαρτονομίσματα [1346, 605, 1484, 621]
lower-left [40, 1320, 215, 2086]
lead-right [695, 205, 970, 498]
school-body: Διδασκαλία ὑπὸ καθηγητῶν διπλωματούχων. Ἐγγραφαὶ ἀπὸ 15 Σεπτεμβρίου — 31 Μαΐου. Πληροφορίαι καθ᾽ ἑκάστην 5—7 μ.μ. εἰς τὰ γραφεῖα τῆς Σχολῆς, Λέκκα 5. [990, 1015, 1240, 1085]
lower-split [40, 1320, 400, 2086]
classified-ad: ΟΙΚΙΑ νεόκτιστος, τριώροφος, καινή, πωλεῖται εἰς τὴν ὁδὸν Ναυάρχου Νικοδήμου. Πληροφορίαι παρὰ τῷ ἰδιοκτήτῃ ὁδὸς Ἀκαδημίας 12. [1260, 1220, 1570, 1280]
lead-title: ΤΟ ΧΘΕΣΙΝΟΝ ΑΕΡΟΠΟΡΙΚΟΝ ΔΥΣΤΥΧΗΜΑ [410, 140, 970, 201]
column-header: Σήμερον [1491, 291, 1570, 306]
table-cell: 31.93 [1423, 390, 1491, 405]
table-header [1261, 291, 1570, 306]
table-cell: 9.85 [1488, 530, 1570, 544]
foreign-body: Ἕτερος ἔγκριτος Ἰταλὸς δημοσιογράφος, ὁ κ. Βεργίνης, ἐν ἄρθρῳ του εἰς τὸν «Ἰταλικὸν Καιρὸν» σχολιάζει τὰ πράγματα τῆς Ἀνατολῆς καὶ τὴν ἐπέμβασιν τῆς Κοινωνίας τῶν Ἐθνῶν εἰς τὸ ζήτημα τῆς Κερκύρας. [40, 1478, 215, 1604]
table-cell: Λονδῖνον [1261, 306, 1356, 321]
foreign-exchange-title: Τὸ Ξένον Συνάλλαγμα [1332, 747, 1498, 762]
page-number: 2 [44, 36, 63, 66]
market-body: ΠΑΡΙΣΙΟΙ 18 Σεπτεμβρίου. Ἡ «Ματὲν» δημοσιεύει ὅτι ὁ ἐπικεφαλῆς τῶν οἰκονομικῶν τῆς Γαλλίας ἀπέφυγε νὰ προβῇ εἰς δηλώσεις διὰ τὰς πληρωμὰς τῶν ἐπανορθώσεων καὶ τὴν κατάστασιν τῆς Γερμανίας. [1260, 923, 1570, 998]
lower-right [225, 1320, 400, 2086]
patriarch-body: Κατὰ πληροφορίας πρὸς τὴν Ἱερὰν Μητρόπολιν Ἀθηνῶν ἡ Α.Θ.Π. ὁ Οἰκουμενικὸς Πατριάρχης Μελέτιος ἀνεχώρησε χθὲς εἰς Ἀλεξάνδρειαν πρὸς ἀνάρρωσιν τῆς ὑγείας του. Ἡ Αὐτοῦ Θειοτάτη Παναγιότης θὰ παραμείνῃ ἐν Αἰγύπτῳ μέχρι τῆς πλήρους ἀποκαταστάσεως. [654, 894, 970, 984]
table-cell: 9.70 [1491, 348, 1570, 362]
seamen-body: Κατὰ τὴν «Ἐργατικὴν» ἐκδίδεται ἐν Παρισίοις γενικὸν πίνακα τῶν ἐμπορικῶν συναλλαγῶν μεταξὺ τῶν δύο χωρῶν. [654, 1273, 970, 1318]
clinic-subtitle: ΑΦΡΟΔΙΣΙΑ ΚΑΙ ΔΕΡΜΑΤΙΚΑ [1043, 1122, 1187, 1160]
table-cell: 2.60 [1488, 572, 1570, 586]
column-news [410, 80, 970, 2200]
bourse-body: Ἐξακολουθεῖ χθὲς ἡ ἐκκαθάρισις ἐγγυήσεως τῆς παραδόσεως καὶ παραλαβῆς τίτλων χρηματιστικῶν, ἡ ἐκκαθάρισις διεξάγεται κανονικῶς. [1260, 144, 1570, 204]
table-cell: 2.50 [1355, 334, 1423, 348]
resign-title: ΠΑΡΑΙΤΗΣΕΙΣ ΑΞΙΩΜΑΤΙΚΩΝ [696, 653, 969, 672]
org-body: Εἰς τὴν ἐπιτελικὴν ὑπηρεσίαν τοῦ στρατοῦ συνεχίζεται ἡ μελέτη τοῦ νέου ὀργανισμοῦ, ὁ ὁποῖος θὰ ὑποβληθῇ προσεχῶς. [410, 741, 685, 801]
theatre-body: ΑΛΑΜΠΡΑ.— «Μάτια» ἐσπερὶς ἀπὸ τοῦ θιάσου. ΚΕΝΤΡΙΚΟΝ.— «Ἡ 6η» ἐξοχικὴ ἑσπερίς. ΚΟΤΟΠΟΥΛΗ.— «Ἐξ' ἀγάπης». ΚΥΒΕΛΗΣ.— (Θίασος Κυβέλης). ΠΑΠΑΪΩΑΝΝΟΥ.— «Ὁ χορὸς τῆς Ἀθήνας». ΠΑΝΕΛΛΗΝΙΟΝ.— «Ἡ Δυσαρέστεια». ΔΙΟΝΥΣΙΑ.— «Ἡ Πριγκήπισσα τῆς Τσάρδας» μὲ τὸν θίασον. ΚΑΡΑΜΑΝΗ.— (Πασαλίμανι-Περαϊκή). ΓΚΡΕΚΑ.— (Ν. Φάληρον). ΝΕΟΝ.— (Τάμα Ἱπποκράτους). ΠΑΝΘΕΟΝ.— (Δεξαμενή). [225, 497, 400, 763]
table-cell: Λονδῖνον [1261, 474, 1412, 488]
exchange-table [1260, 290, 1570, 405]
column-finance [1260, 80, 1570, 2200]
shop-body: Ἐγκαθιδρύθη κατὰ τὴν ὁδὸν Σταδίου 32 εἰς τὸ κατάστημα τοῦ Ἐθνικοῦ Παντοπωλείου. Ἐμπορικὸς οἶκος τοῦ ὁποίου ἡ φήμη διεδόθη εἰς ὅλας τὰς πόλεις. Αἰτήσεις γίνονται δεκταὶ ἐν Ἀθήναις. Ἐν Ἀθήναις τῇ 15ῃ Σεπτεμβρίου 1923. [225, 1768, 400, 1908]
resign-body: Διὰ Β. Διαταγμάτων ἐγένοντο δεκταὶ αἱ παραιτήσεις τῶν ἀξιωματικῶν: Λοχαγοῦ Ε. Σοφιανοῦ, ὑπολοχαγοῦ Ν. Γεωργαλῆ, ἀνθυπολοχαγοῦ Ι. Βουζίκη καὶ τῶν ἀνθυπασπιστῶν Κ. Γεώργα, Δ. Παπαδοπούλου, Α. Κωνσταντινίδου καὶ Π. Ζαχαροπούλου. [695, 677, 970, 782]
table-cell: 9.15 [1412, 530, 1488, 544]
table-cell: 3.30 [1355, 320, 1423, 334]
trade-title: ΚΙΝΗΣΙΣ ΕΜΠΟΡΙΟΥ [1260, 1004, 1570, 1031]
clinic-ad [980, 1097, 1250, 1222]
table-cell: 3.23 [1488, 488, 1570, 502]
table-cell: — [1412, 558, 1488, 572]
post-body: ΤΕΤΑΡΤΗ, 19 Σεπτεμβρίου.— 6 π.μ. εἰς Ἰτέαν, 6 π.μ. εἰς Κόρινθον Πάτρας. 11 π.μ. εἰς Χαλκίδα, 2 μ.μ. εἰς Πειραιᾶ διὰ Κρήτην, 5 μ.μ. εἰς Λαμίαν, Μακεδονίαν, Ἤπειρον, 8 μ.μ. εἰς Ἀμερικήν διὰ Νέας Ὑόρκης. ΠΕΜΠΤΗ, 20 Σεπτεμβρίου.— 6 π.μ. εἰς Αἴγινα, Μέθανα, Πόρον, Ὕδραν, Σπέτσας, Ἑρμιόνην. 11 π.μ. εἰς Βόλον, Θεσσαλονίκην. [225, 1121, 400, 1303]
lead-body: Εἰς μίαν ἐκ τῶν ἐπαναλήψεων αὐτῶν ὁ χειριστὴς ἔχασε τὴν ἰσορροπίαν τοῦ ἀεροπλάνου, τὸ ὁποῖον ἔπεσε βαρέως εἰς τὸ ἔδαφος. Ὁ ἀτυχὴς ἀεροπόρος εὑρέθη νεκρός, συνθλιβεὶς ὑπὸ τῶν συντριμμάτων. Τὸ μονοπλάνον ὑπέστη ὁλοσχερῆ καταστροφήν. [410, 389, 685, 494]
table-cell: Τσεχοσλοβακ. [1261, 586, 1412, 601]
patriarch-title: Ο ΠΑΤΡΙΑΡΧΗΣ ΜΕΛΕΤΙΟΣ ΕΙΣ ΤΗΝ ΑΙΓΥΠΤΟΝ [655, 811, 970, 890]
clinic-body: Θεραπεύονται ριζικῶς διὰ τῶν νεωτέρων μεθόδων παρὰ τῷ ἰατρῷ Δρ. Α. ΤΡΑΧΙΑ. Ὁδὸς Πειραιῶς 8. Ὧραι 8—12 π.μ. καὶ 4—8 μ.μ. [988, 1160, 1242, 1216]
funeral-body: Τὸν ἐπικήδειον ἐξεφώνησεν ὁ κ. Τσαμαδός, ἐξυμνήσας τὰς ἀρετὰς τοῦ μεταστάντος. Ἐπηκολούθησε δὲ ἡ ταφὴ εἰς τὸ Α΄ Νεκροταφεῖον, ὅπου ἐψάλη ἡ νεκρώσιμος ἀκολουθία. [410, 1105, 645, 1195]
bourse-title: ΧΡΗΜΑΤΙΣΤΗΡΙΑΚΗ ΚΙΝΗΣΙΣ [1260, 120, 1570, 140]
classified-ad: ΠΙΑΝΟ πωλεῖται εἰς λίαν συμφέρουσαν τιμήν. Πληροφορίαι Ζαχαροπλαστεῖον Ἀρβάνιτη ὁδὸς Ἑρμοῦ. [1260, 1367, 1570, 1412]
table-cell: 21.60 [1488, 544, 1570, 558]
funeral-body: Τὴν 5ην μ.μ. τῆς 28ης ἐτελέσθη μετὰ μεγάλης μεγαλοπρεπείας ἡ κηδεία τοῦ ἀειμνήστου Στεφάνου Δραγούμη, προσελθόντων τῶν ἐπισήμων. Πολλοὶ καὶ ἐπίσημοι ἀνδρες τῆς πολιτικῆς καὶ κοινωνικῆς ζωῆς παρηκολούθησαν τὴν κηδείαν καὶ ἐπεδαψίλευσαν τιμὰς εἰς τὸν νεκρόν. Μεταξὺ τῶν ἐπισήμων διεκρίνοντο οἱ κ.κ. Ἀνδρέας Μιχαλακόπουλος, Παπαναστασίου καὶ ἄλλοι ὑπουργοὶ. [410, 906, 645, 1101]
table-cell: 2.38 [1491, 334, 1570, 348]
table-row [1261, 390, 1570, 405]
section-title: ΟΙΚΟΝΟΜΙΚΗ ΣΤΗΛΗ [1260, 80, 1570, 114]
novel-body: Τὸ δωμάτιον ποῦ ἤρχισε κατὰ τὴν πρώτην μου αὐτὴν ἐπιθεώρησιν, ἦτο ἐστρωμένον πρὸς ἀνατολὰς, μὲ ὑψηλὴν ὀροφὴν, πολὺ εὐρύχωρον. Μία πλατεῖα ἐσωτερικὴ σκάλα ὡδήγει πρὸς τὸ πρῶτον πάτωμα. [980, 197, 1250, 272]
market-title: Η ΧΡΗΜΑΤΑΓΟΡΑ ΤΟΥ ΕΞΩΤΕΡΙΚΟΥ [1260, 903, 1570, 919]
stadium-title: ΤΟ ΠΑΝΑΘΗΝΑΪΚΟΝ [410, 1265, 645, 1318]
trade-subtitle: Δελτίον Ἐμπορ. καὶ Βιομηχ. Ἐπιμελητηρίου Πειραιῶς [1269, 1035, 1561, 1063]
paper-name: ΕΜΠΡΟΣ [680, 36, 830, 62]
novel-body: Ἐκεῖ ηὗραν τὸν Σιὼπεν. Ἐπροχώρησεν ὁ Ὀττὼ μὲ ἐκείνους πρὸς τὸ παράθυρον καὶ τὸν εἶδον νὰ ἀναστενάζῃ. — Ποῦ εἶνε ὁ Φράντς; ἠρώτησεν ὁ Σιὼπεν. — Πῆγε γιὰ κάτι δουλειὰ ποῦ ἐχει, ἀπήντησεν ὁ Ὀττὼ, ἐκεῖ στὴν Παναγία τῶν Βοηθείας. [980, 355, 1250, 445]
banknotes-body: Δολλάριον 54.50 Ἀγγλίας 252.50 Γαλλίας 3.14 Ἰταλίας 2.35 Λὶρ. Αἰγύπτου 253. [1260, 621, 1570, 651]
table-cell: 56.40 [1355, 362, 1423, 376]
school-subtitle: ΕΛΛΗΝΟ-ΓΑΛΛΙΚΗΣ ΣΧΟΛΗΣ [1019, 952, 1211, 966]
table-cell: 259.50 [1355, 306, 1423, 321]
fair-body: Τὴν προσεχῆ Παρασκευὴν 21ην Σεπτεμβρίου πανηγυρίζει ὁ ναὸς τοῦ Ἁγίου Κοδράτου ἐν τῷ Ζαππείῳ. Θὰ τελεσθῇ ἀρχιερατικὴ λειτουργία. [654, 1198, 970, 1243]
post-title: ΤΑΧΥΔΡΟΜΕΙΟΝ [225, 1097, 400, 1117]
table-cell: 55.40 [1423, 362, 1491, 376]
table-cell: 31.80 [1491, 390, 1570, 405]
memorial-title: ΜΝΗΜΟΣΥΝΟΝ [655, 1423, 970, 1450]
table-row [1261, 474, 1570, 488]
military-left [410, 572, 685, 805]
table-row [1261, 348, 1570, 362]
sports-body: Ἡ ἐπιτροπὴ τῶν Πανιωνίων ἀγώνων, ὁρίζουσα, ὅλως τελείως μεταβαλλομένην, τὴν 200 μέτρων καὶ τῶν 400 μέτρων, ὁρίζεται εἰς τὴν τέλειαν κατάστασιν εἰς τὰς ἐπιτυχίας καὶ τὴν νίκην τῆς ὁμάδος τοῦ Πειραιῶς. [40, 822, 215, 934]
